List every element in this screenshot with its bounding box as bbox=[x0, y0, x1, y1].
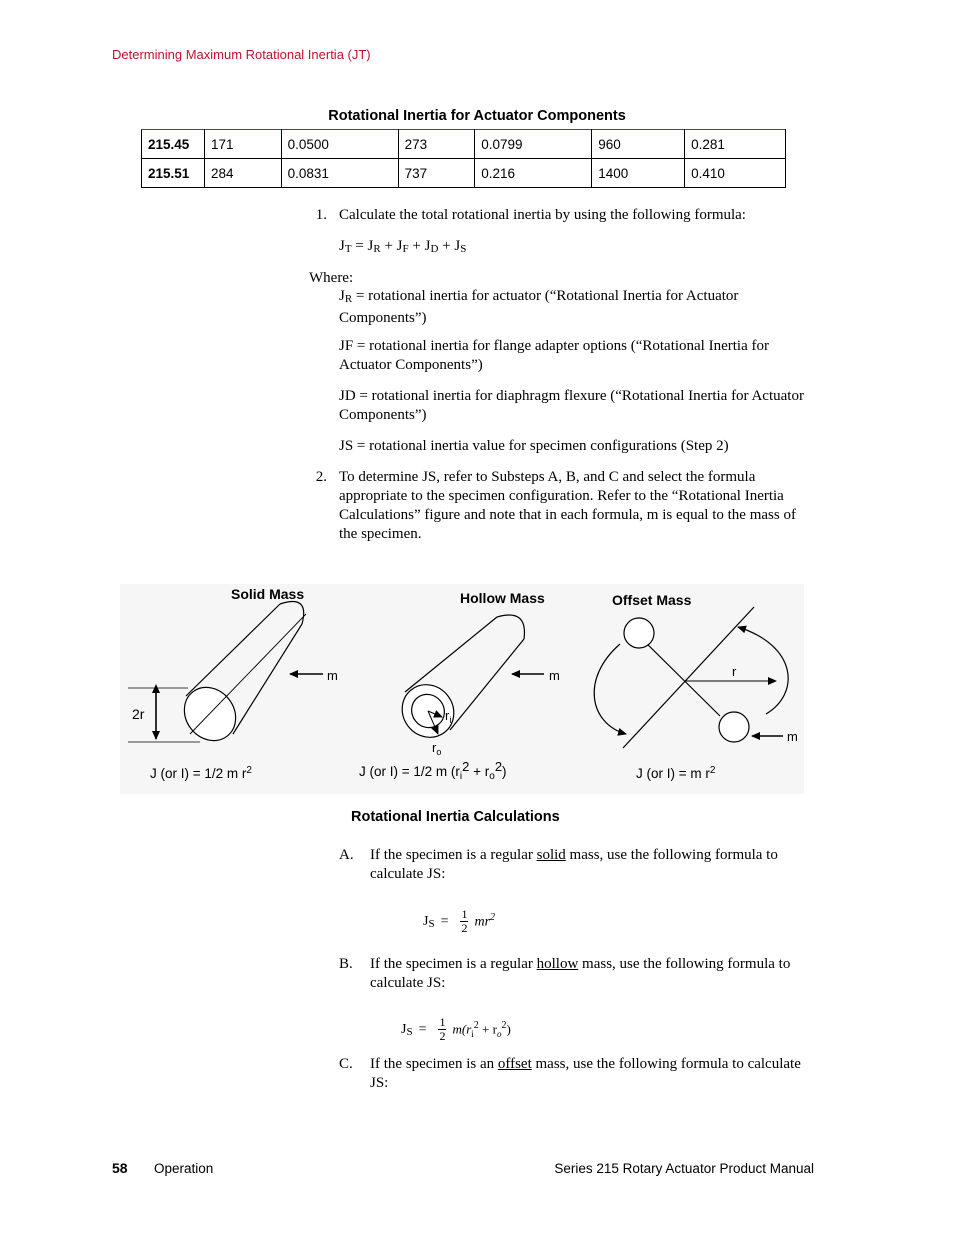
figure-caption: Rotational Inertia Calculations bbox=[351, 809, 560, 825]
table-cell: 273 bbox=[398, 130, 475, 159]
step-text: Calculate the total rotational inertia by using the following formula: bbox=[339, 207, 746, 223]
solid-cylinder bbox=[174, 602, 306, 751]
solid-mass-title: Solid Mass bbox=[231, 586, 305, 602]
table-cell: 0.216 bbox=[475, 159, 592, 188]
table-row bbox=[142, 130, 786, 159]
inner-radius-label: $r_i$ bbox=[445, 708, 452, 725]
step-number: 2. bbox=[315, 469, 327, 485]
solid-formula: J (or I) = 1/2 m $r^2$ bbox=[150, 765, 252, 781]
table-row bbox=[142, 159, 786, 188]
offset-mass-title: Offset Mass bbox=[612, 592, 692, 608]
substep-letter: C. bbox=[339, 1056, 353, 1072]
table-cell: 0.0831 bbox=[281, 159, 398, 188]
step-number: 1. bbox=[315, 207, 327, 223]
offset-mass bbox=[594, 607, 788, 748]
where-label: Where: bbox=[309, 270, 354, 286]
inertia-figure bbox=[120, 584, 804, 794]
offset-formula: J (or I) = m $r^2$ bbox=[636, 765, 716, 781]
definition-jr: $J_R$ = rotational inertia for actuator (“Rotational Inertia for Actuator Components”) bbox=[339, 288, 739, 326]
table-cell: 737 bbox=[398, 159, 475, 188]
table-cell: 0.0500 bbox=[281, 130, 398, 159]
table-cell: 0.410 bbox=[685, 159, 786, 188]
radius-label: r bbox=[732, 664, 737, 679]
formula-hollow: $J_S$ = $\frac{1}{2}$ $m(r_i^2 + r_o^2)$ bbox=[401, 1015, 511, 1043]
mass-label: m bbox=[787, 729, 798, 744]
table-cell: 171 bbox=[205, 130, 282, 159]
inertia-diagram bbox=[120, 584, 804, 794]
total-formula: $J_T = J_R + J_F + J_D + J_S$ bbox=[339, 238, 467, 255]
hollow-formula: J (or I) = 1/2 m $(r_i2 + r_o2)$ bbox=[359, 759, 507, 782]
hollow-mass-title: Hollow Mass bbox=[460, 590, 545, 606]
table-cell: 0.281 bbox=[685, 130, 786, 159]
substep-letter: A. bbox=[339, 847, 354, 863]
table-cell: 0.0799 bbox=[475, 130, 592, 159]
step-text: To determine JS, refer to Substeps A, B, and C and select the formula appropriate to the specimen configuration. Refer to the “Rotational Inertia Calculations” figure and note that in each formula, m is equal to the mass of the specimen. bbox=[339, 469, 796, 542]
outer-radius-label: $r_o$ bbox=[432, 740, 442, 757]
table-cell: 1400 bbox=[592, 159, 685, 188]
substep-c-text: If the specimen is an offset mass, use the following formula to calculate JS: bbox=[370, 1056, 801, 1091]
mass-label: m bbox=[327, 668, 338, 683]
footer-section: Operation bbox=[154, 1161, 214, 1176]
running-head: Determining Maximum Rotational Inertia (JT) bbox=[112, 47, 371, 62]
formula-solid: $J_S$ = $\frac{1}{2}$ $mr^2$ bbox=[423, 907, 496, 935]
hollow-cylinder bbox=[392, 615, 525, 748]
table-title: Rotational Inertia for Actuator Components bbox=[328, 108, 626, 124]
definition-jd: JD = rotational inertia for diaphragm flexure (“Rotational Inertia for Actuator Components”) bbox=[339, 388, 804, 423]
table-cell: 284 bbox=[205, 159, 282, 188]
substep-b-text: If the specimen is a regular hollow mass, use the following formula to calculate JS: bbox=[370, 956, 791, 991]
table-cell: 960 bbox=[592, 130, 685, 159]
mass-label: m bbox=[549, 668, 560, 683]
substep-a-text: If the specimen is a regular solid mass, use the following formula to calculate JS: bbox=[370, 847, 778, 882]
table-cell: 215.45 bbox=[142, 130, 205, 159]
definition-jf: JF = rotational inertia for flange adapter options (“Rotational Inertia for Actuator Components”) bbox=[339, 338, 769, 373]
page-number: 58 bbox=[112, 1160, 128, 1176]
definition-js: JS = rotational inertia value for specimen configurations (Step 2) bbox=[339, 438, 729, 454]
footer-doc-title: Series 215 Rotary Actuator Product Manual bbox=[554, 1161, 814, 1176]
inertia-table bbox=[141, 129, 786, 188]
table-cell: 215.51 bbox=[142, 159, 205, 188]
substep-letter: B. bbox=[339, 956, 353, 972]
diameter-label: 2r bbox=[132, 706, 145, 722]
